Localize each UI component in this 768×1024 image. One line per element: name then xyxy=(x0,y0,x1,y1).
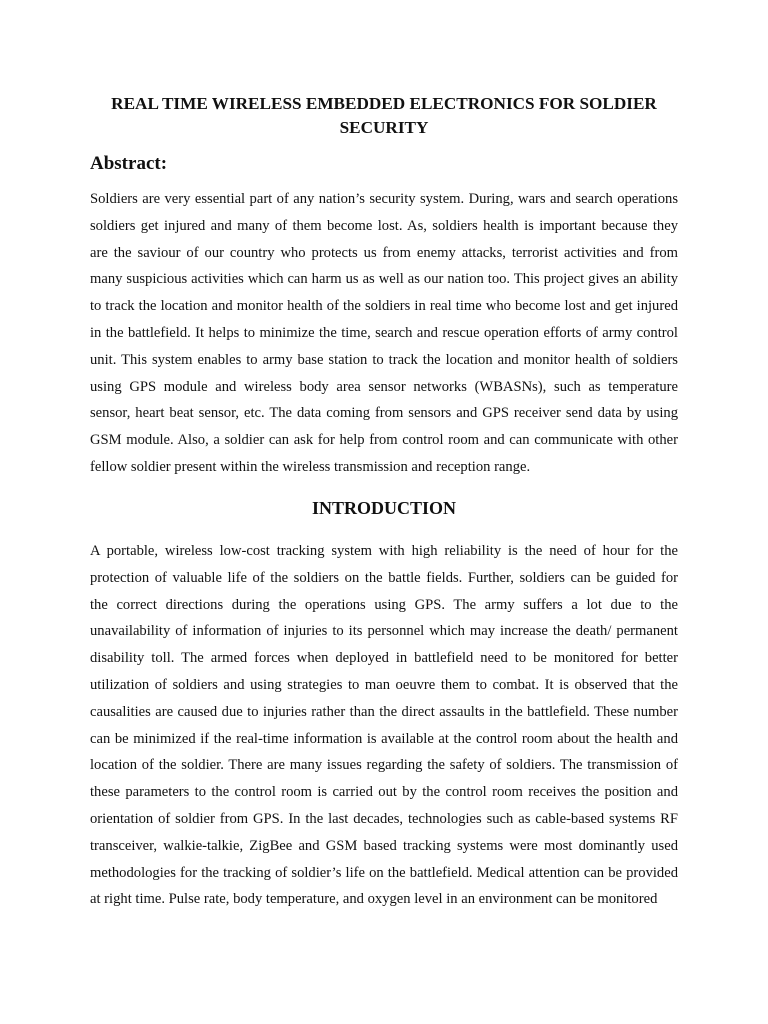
introduction-line: protection of valuable life of the soldiers on the battle fields. Further, soldiers can be guided for xyxy=(90,569,678,586)
introduction-line: the correct directions during the operations using GPS. The army suffers a lot due to the xyxy=(90,596,678,613)
introduction-line: orientation of soldier from GPS. In the last decades, technologies such as cable-based systems RF xyxy=(90,810,678,827)
abstract-line: sensor, heart beat sensor, etc. The data coming from sensors and GPS receiver send data by using xyxy=(90,405,678,422)
introduction-line: can be minimized if the real-time information is available at the control room about the health and xyxy=(90,730,678,747)
abstract-line: using GPS module and wireless body area sensor networks (WBASNs), such as temperature xyxy=(90,378,678,395)
abstract-line: are the saviour of our country who protects us from enemy attacks, terrorist activities and from xyxy=(90,244,678,261)
abstract-line: unit. This system enables to army base station to track the location and monitor health of soldiers xyxy=(90,351,678,368)
introduction-line: methodologies for the tracking of soldier’s life on the battlefield. Medical attention can be provided xyxy=(90,864,678,881)
abstract-line: Soldiers are very essential part of any nation’s security system. During, wars and search operations xyxy=(90,191,678,207)
introduction-line: these parameters to the control room is carried out by the control room receives the position and xyxy=(90,784,678,801)
introduction-line: transceiver, walkie-talkie, ZigBee and GSM based tracking systems were most dominantly used xyxy=(90,837,678,854)
abstract-line: many suspicious activities which can harm us as well as our nation too. This project gives an ability xyxy=(90,271,678,288)
introduction-line: A portable, wireless low-cost tracking system with high reliability is the need of hour for the xyxy=(90,543,678,559)
title-line-2: SECURITY xyxy=(339,118,429,137)
introduction-paragraph xyxy=(90,538,678,913)
abstract-heading: Abstract: xyxy=(90,153,168,174)
abstract-line: to track the location and monitor health of the soldiers in real time who become lost and get injured xyxy=(90,298,678,315)
introduction-heading: INTRODUCTION xyxy=(311,498,457,518)
introduction-line: at right time. Pulse rate, body temperature, and oxygen level in an environment can be monitored xyxy=(90,891,658,908)
introduction-line: utilization of soldiers and using strategies to man oeuvre them to combat. It is observed that the xyxy=(90,676,678,693)
abstract-line: in the battlefield. It helps to minimize the time, search and rescue operation efforts of army control xyxy=(90,324,678,341)
abstract-line: fellow soldier present within the wireless transmission and reception range. xyxy=(90,458,531,475)
abstract-line: soldiers get injured and many of them become lost. As, soldiers health is important because they xyxy=(90,217,678,234)
abstract-line: GSM module. Also, a soldier can ask for help from control room and can communicate with other xyxy=(90,432,678,449)
introduction-line: unavailability of information of injuries to its personnel which may increase the death/ permanent xyxy=(90,623,678,640)
introduction-line: location of the soldier. There are many issues regarding the safety of soldiers. The transmission of xyxy=(90,757,678,774)
title-line-1: REAL TIME WIRELESS EMBEDDED ELECTRONICS FOR SOLDIER xyxy=(111,94,657,113)
introduction-line: disability toll. The armed forces when deployed in battlefield need to be monitored for better xyxy=(90,650,678,667)
introduction-line: causalities are caused due to injuries rather than the direct assaults in the battlefield. These number xyxy=(90,703,678,720)
document-title xyxy=(110,92,658,140)
abstract-paragraph xyxy=(90,186,678,481)
